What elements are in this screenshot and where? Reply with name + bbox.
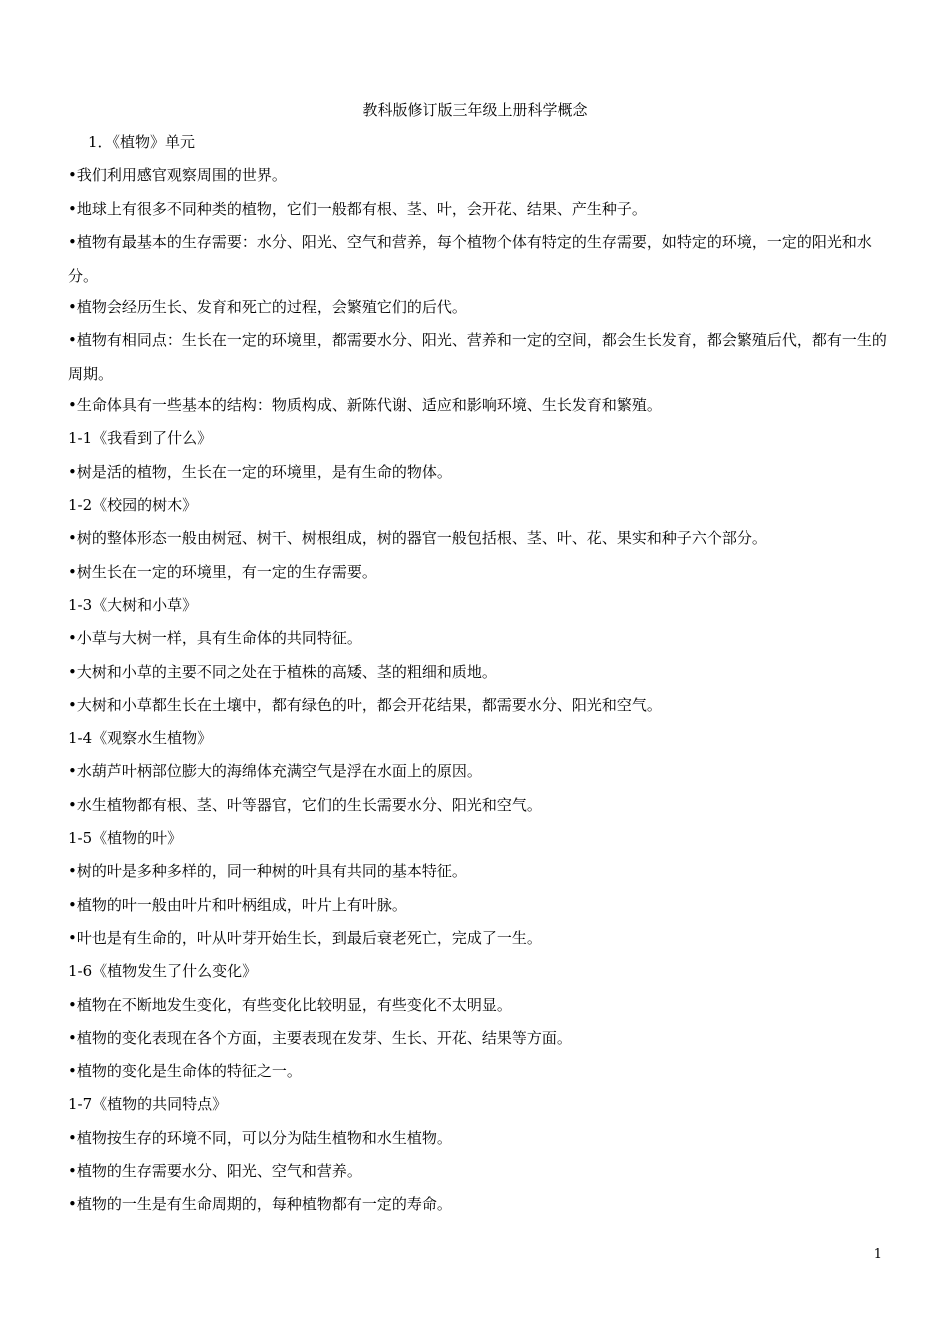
bullet-line: •大树和小草都生长在土壤中，都有绿色的叶，都会开花结果，都需要水分、阳光和空气。 [68, 695, 662, 714]
bullet-line: •植物的生存需要水分、阳光、空气和营养。 [68, 1162, 362, 1181]
bullet-line: •树生长在一定的环境里，有一定的生存需要。 [68, 562, 377, 581]
bullet-line: •水葫芦叶柄部位膨大的海绵体充满空气是浮在水面上的原因。 [68, 762, 482, 781]
bullet-line: •地球上有很多不同种类的植物，它们一般都有根、茎、叶，会开花、结果、产生种子。 [68, 199, 647, 218]
lesson-heading: 1-5《植物的叶》 [68, 829, 183, 848]
lesson-heading: 1-6《植物发生了什么变化》 [68, 962, 258, 981]
bullet-line: •植物的一生是有生命周期的，每种植物都有一定的寿命。 [68, 1195, 452, 1214]
bullet-line: •植物按生存的环境不同，可以分为陆生植物和水生植物。 [68, 1128, 452, 1147]
unit-heading: 1．《植物》单元 [88, 133, 196, 151]
lesson-heading: 1-3《大树和小草》 [68, 595, 198, 614]
page-number: 1 [873, 1247, 882, 1262]
bullet-line: •植物的变化是生命体的特征之一。 [68, 1062, 302, 1081]
lesson-heading: 1-1《我看到了什么》 [68, 429, 213, 448]
bullet-line: •树的叶是多种多样的，同一种树的叶具有共同的基本特征。 [68, 862, 467, 881]
bullet-line: •大树和小草的主要不同之处在于植株的高矮、茎的粗细和质地。 [68, 662, 497, 681]
bullet-line: •生命体具有一些基本的结构：物质构成、新陈代谢、适应和影响环境、生长发育和繁殖。 [68, 396, 662, 415]
document-title: 教科版修订版三年级上册科学概念 [362, 101, 588, 119]
bullet-line: •植物的变化表现在各个方面，主要表现在发芽、生长、开花、结果等方面。 [68, 1028, 572, 1047]
bullet-line: •我们利用感官观察周围的世界。 [68, 166, 287, 185]
lesson-heading: 1-2《校园的树木》 [68, 496, 198, 515]
bullet-line: •叶也是有生命的，叶从叶芽开始生长，到最后衰老死亡，完成了一生。 [68, 928, 542, 947]
bullet-line: •树是活的植物，生长在一定的环境里，是有生命的物体。 [68, 462, 452, 481]
bullet-line: •植物有相同点：生长在一定的环境里，都需要水分、阳光、营养和一定的空间，都会生长发育，都会繁殖后代，都有一生的周期。 [68, 331, 887, 384]
bullet-line: •水生植物都有根、茎、叶等器官，它们的生长需要水分、阳光和空气。 [68, 795, 542, 814]
bullet-line: •植物有最基本的生存需要：水分、阳光、空气和营养，每个植物个体有特定的生存需要，如特定的环境，一定的阳光和水分。 [68, 232, 872, 285]
lesson-heading: 1-4《观察水生植物》 [68, 729, 213, 748]
bullet-line: •树的整体形态一般由树冠、树干、树根组成，树的器官一般包括根、茎、叶、花、果实和种子六个部分。 [68, 529, 767, 548]
document-body [68, 131, 888, 1227]
bullet-line: •植物在不断地发生变化，有些变化比较明显，有些变化不太明显。 [68, 995, 512, 1014]
lesson-heading: 1-7《植物的共同特点》 [68, 1095, 228, 1114]
bullet-line: •小草与大树一样，具有生命体的共同特征。 [68, 629, 362, 648]
bullet-line: •植物的叶一般由叶片和叶柄组成，叶片上有叶脉。 [68, 895, 407, 914]
bullet-line: •植物会经历生长、发育和死亡的过程，会繁殖它们的后代。 [68, 297, 467, 316]
